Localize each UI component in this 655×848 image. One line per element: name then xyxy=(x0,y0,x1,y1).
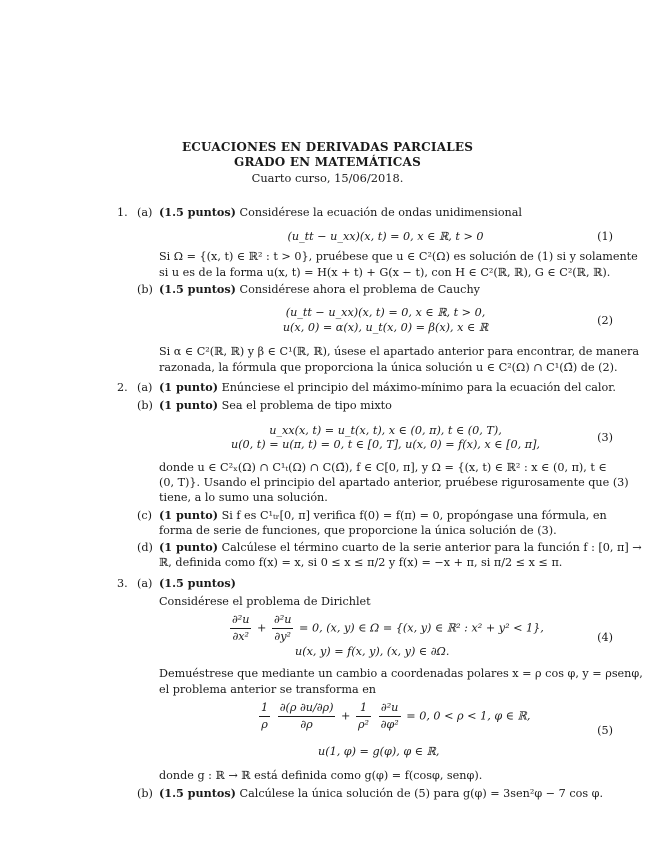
equation-2-line2: u(x, 0) = α(x), u_t(x, 0) = β(x), x ∈ ℝ xyxy=(282,321,489,334)
equation-5-line1: $\frac{1}{\rho}$ $\frac{\partial(\rho \partial u/\partial\rho)}{\partial\rho}$ + $\frac{1}{\text{ρ²}}$ $\frac{\text{∂²u}}{\text{∂φ²}}$ = 0, 0 < ρ < 1, φ ∈ ℝ, xyxy=(261,701,531,731)
equation-rest: = 0, 0 < ρ < 1, φ ∈ ℝ, xyxy=(406,709,531,723)
text-line: ℝ, definida como f(x) = x, si 0 ≤ x ≤ π/2 y f(x) = −x + π, si π/2 ≤ x ≤ π. xyxy=(159,556,563,569)
points-label: (1 punto) xyxy=(159,398,218,412)
equation-4-line2: u(x, y) = f(x, y), (x, y) ∈ ∂Ω. xyxy=(295,645,450,658)
text-line: el problema anterior se transforma en xyxy=(159,683,377,696)
points-label: (1 punto) xyxy=(159,508,218,522)
equation-rest: = 0, (x, y) ∈ Ω = {(x, y) ∈ ℝ² : x² + y² < 1}, xyxy=(299,621,544,635)
part-label: (a) xyxy=(137,381,153,394)
denominator: ∂ρ xyxy=(300,717,313,731)
points-label xyxy=(159,576,236,592)
question-number: 1. xyxy=(117,206,128,219)
text-line: donde u ∈ C²ₓ(Ω) ∩ C¹ₜ(Ω) ∩ C(Ω̄), f ∈ C[0, π], y Ω = {(x, t) ∈ ℝ² : x ∈ (0, π), t ∈ xyxy=(159,461,607,474)
part-label: (b) xyxy=(137,787,153,800)
text-line: (0, T)}. Usando el principio del apartado anterior, pruébese rigurosamente que (3) xyxy=(159,476,629,489)
fraction xyxy=(230,612,251,645)
numerator: ∂²u xyxy=(230,612,251,629)
part-label: (a) xyxy=(137,206,153,219)
denominator: ∂φ² xyxy=(380,717,399,731)
equation-number: (1) xyxy=(597,230,613,243)
equation-number: (4) xyxy=(597,631,613,644)
points-label: (1.5 puntos) xyxy=(159,282,236,296)
equation-number: (3) xyxy=(597,431,613,444)
denominator: ρ² xyxy=(357,717,370,731)
part-label: (a) xyxy=(137,577,153,590)
part-label: (c) xyxy=(137,509,152,522)
intro-text: Considérese ahora el problema de Cauchy xyxy=(239,283,480,296)
fraction xyxy=(379,700,401,733)
question-1a-intro xyxy=(159,205,522,221)
points-label: (1 punto) xyxy=(159,380,218,394)
points-label: (1.5 puntos) xyxy=(159,205,236,219)
fraction xyxy=(356,700,371,733)
degree-title: GRADO EN MATEMÁTICAS xyxy=(234,155,421,169)
part-label: (d) xyxy=(137,541,153,554)
intro-text: Enúnciese el principio del máximo-mínimo para la ecuación del calor. xyxy=(221,381,616,394)
intro-text: Considérese la ecuación de ondas unidimensional xyxy=(239,206,523,219)
exam-date: Cuarto curso, 15/06/2018. xyxy=(251,171,404,185)
exam-title: ECUACIONES EN DERIVADAS PARCIALES xyxy=(181,140,474,154)
text-line: razonada, la fórmula que proporciona la única solución u ∈ C²(Ω) ∩ C¹(Ω̄) de (2). xyxy=(159,361,618,374)
points-label: (1 punto) xyxy=(159,540,218,554)
fraction xyxy=(272,612,293,645)
equation-number: (5) xyxy=(597,724,613,737)
denominator: ∂y² xyxy=(274,629,292,643)
points-text: (1.5 puntos) xyxy=(159,576,236,590)
intro-text: Sea el problema de tipo mixto xyxy=(221,399,392,412)
question-2a-text xyxy=(159,380,616,396)
question-2b-intro xyxy=(159,398,392,414)
intro-text: Considérese el problema de Dirichlet xyxy=(159,595,371,608)
numerator: ∂(ρ ∂u/∂ρ) xyxy=(278,700,336,717)
text-line: Demuéstrese que mediante un cambio a coordenadas polares x = ρ cos φ, y = ρsenφ, xyxy=(159,667,643,680)
equation-4-line1: $\frac{\text{∂²u}}{\text{∂x²}}$ + $\frac{\text{∂²u}}{\text{∂y²}}$ = 0, (x, y) ∈ Ω = {(x, y) ∈ ℝ² : x² + y² < 1}, xyxy=(232,613,544,643)
question-3b-text xyxy=(159,786,603,802)
equation-2-line1: (u_tt − u_xx)(x, t) = 0, x ∈ ℝ, t > 0, xyxy=(285,306,486,319)
denominator: ρ xyxy=(261,717,268,731)
points-label: (1.5 puntos) xyxy=(159,786,236,800)
part-label: (b) xyxy=(137,399,153,412)
text-line: Si Ω = {(x, t) ∈ ℝ² : t > 0}, pruébese que u ∈ C²(Ω) es solución de (1) si y solamente xyxy=(159,250,638,263)
intro-text: Calcúlese la única solución de (5) para g(φ) = 3sen²φ − 7 cos φ. xyxy=(239,787,604,800)
equation-5-line2: u(1, φ) = g(φ), φ ∈ ℝ, xyxy=(318,745,440,758)
text-line: si u es de la forma u(x, t) = H(x + t) + G(x − t), con H ∈ C²(ℝ, ℝ), G ∈ C²(ℝ, ℝ). xyxy=(159,266,611,279)
question-2c-text xyxy=(159,508,607,524)
text-line: Calcúlese el término cuarto de la serie anterior para la función f : [0, π] → xyxy=(221,541,642,554)
numerator: 1 xyxy=(259,700,270,717)
denominator: ∂x² xyxy=(232,629,250,643)
text-line: donde g : ℝ → ℝ está definida como g(φ) = f(cosφ, senφ). xyxy=(159,769,483,782)
equation-1: (u_tt − u_xx)(x, t) = 0, x ∈ ℝ, t > 0 xyxy=(287,230,484,243)
numerator: 1 xyxy=(356,700,371,717)
numerator: ∂²u xyxy=(272,612,293,629)
equation-number: (2) xyxy=(597,314,613,327)
equation-3-line2: u(0, t) = u(π, t) = 0, t ∈ [0, T], u(x, 0) = f(x), x ∈ [0, π], xyxy=(230,438,540,451)
fraction xyxy=(259,700,270,733)
text-line: Si f es C¹ₜᵣ[0, π] verifica f(0) = f(π) = 0, propóngase una fórmula, en xyxy=(221,509,607,522)
text-line: forma de serie de funciones, que proporcione la única solución de (3). xyxy=(159,524,557,537)
equation-3-line1: u_xx(x, t) = u_t(x, t), x ∈ (0, π), t ∈ (0, T), xyxy=(269,424,502,437)
question-2d-text xyxy=(159,540,642,556)
text-line: Si α ∈ C²(ℝ, ℝ) y β ∈ C¹(ℝ, ℝ), úsese el apartado anterior para encontrar, de manera xyxy=(159,345,640,358)
question-number: 3. xyxy=(117,577,128,590)
question-1b-intro xyxy=(159,282,480,298)
part-label: (b) xyxy=(137,283,153,296)
question-number: 2. xyxy=(117,381,128,394)
fraction xyxy=(278,700,336,733)
numerator: ∂²u xyxy=(379,700,401,717)
text-line: tiene, a lo sumo una solución. xyxy=(159,491,328,504)
